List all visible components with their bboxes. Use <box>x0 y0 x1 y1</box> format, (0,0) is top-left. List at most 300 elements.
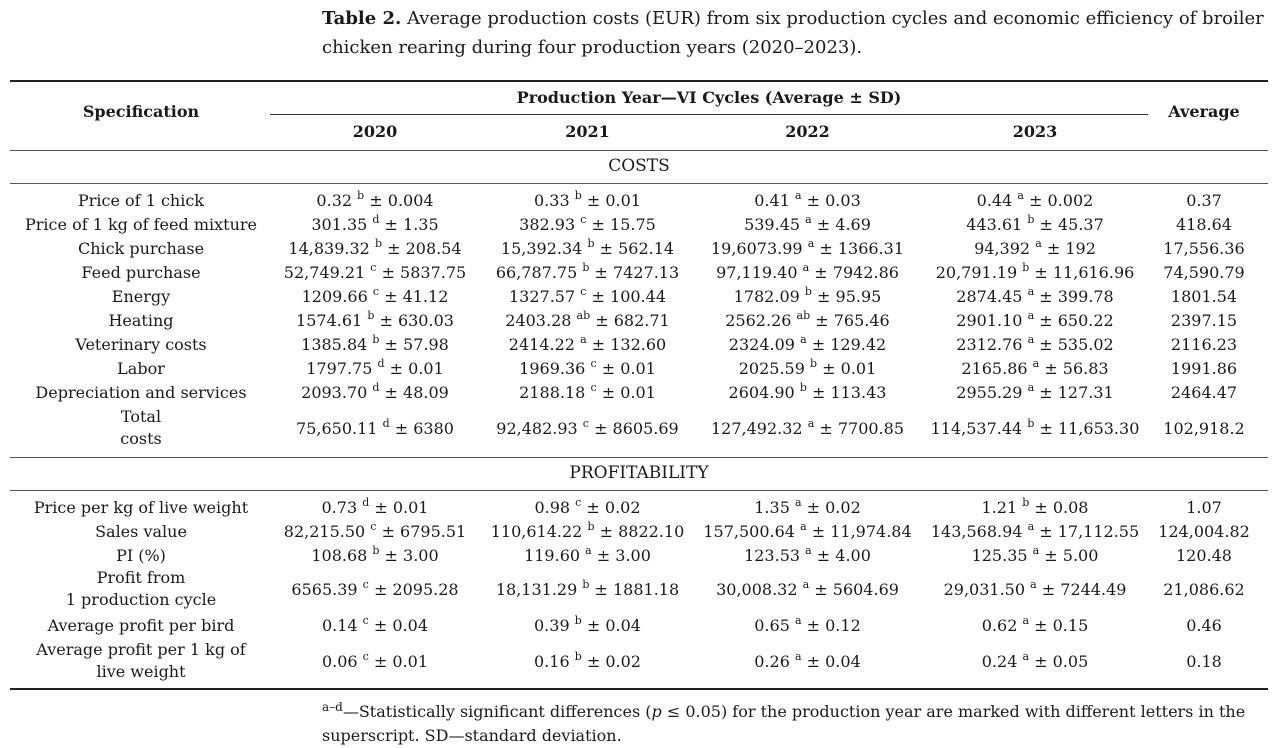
cell-mean: 2604.90 <box>728 383 795 402</box>
average-cell: 17,556.36 <box>1163 239 1245 258</box>
cell-sd: ± 95.95 <box>817 287 882 306</box>
row-label: Price of 1 kg of feed mixture <box>25 215 257 234</box>
significance-letter: a <box>1027 333 1035 346</box>
value-cell <box>270 580 480 599</box>
cell-mean: 114,537.44 <box>930 419 1023 438</box>
cell-mean: 0.24 <box>981 652 1018 671</box>
cell-sd: ± 0.04 <box>586 616 641 635</box>
row-label-line: live weight <box>96 662 186 681</box>
significance-letter: a <box>805 213 812 226</box>
significance-letter: ab <box>576 309 591 322</box>
value-cell <box>270 652 480 671</box>
cell-mean: 443.61 <box>966 215 1023 234</box>
row-label: Price per kg of live weight <box>33 498 249 517</box>
significance-letter: b <box>374 237 382 250</box>
significance-letter: c <box>370 520 377 533</box>
average-cell: 74,590.79 <box>1163 263 1245 282</box>
cell-mean: 108.68 <box>311 546 368 565</box>
average-cell: 0.46 <box>1186 616 1222 635</box>
row-label <box>10 567 272 611</box>
average-cell: 1.07 <box>1186 498 1222 517</box>
cell-mean: 0.44 <box>976 191 1013 210</box>
cell-sd: ± 1.35 <box>384 215 439 234</box>
cell-mean: 1969.36 <box>519 359 586 378</box>
significance-letter: a <box>802 261 810 274</box>
cell-sd: ± 0.01 <box>389 359 444 378</box>
value-cell <box>480 191 695 210</box>
row-label: Depreciation and services <box>35 383 247 402</box>
row-label-line: costs <box>120 429 162 448</box>
cell-mean: 2562.26 <box>725 311 792 330</box>
cell-sd: ± 3.00 <box>384 546 439 565</box>
significance-letter: a <box>1035 237 1042 250</box>
cell-mean: 127,492.32 <box>710 419 803 438</box>
cell-sd: ± 399.78 <box>1039 287 1114 306</box>
header-year-2022: 2022 <box>785 122 830 141</box>
cell-sd: ± 0.002 <box>1029 191 1094 210</box>
cell-sd: ± 100.44 <box>591 287 666 306</box>
value-cell <box>920 616 1150 635</box>
row-label: Energy <box>111 287 171 306</box>
average-cell: 2464.47 <box>1170 383 1238 402</box>
value-cell <box>695 215 920 234</box>
significance-letter: b <box>367 309 375 322</box>
significance-letter: a <box>794 189 802 202</box>
value-cell <box>270 263 480 282</box>
cell-sd: ± 535.02 <box>1039 335 1114 354</box>
cell-mean: 2414.22 <box>508 335 575 354</box>
cell-mean: 75,650.11 <box>296 419 378 438</box>
cell-sd: ± 11,616.96 <box>1034 263 1135 282</box>
header-year-2023: 2023 <box>1012 122 1058 141</box>
significance-letter: a <box>794 614 802 627</box>
cell-mean: 94,392 <box>974 239 1031 258</box>
cell-sd: ± 650.22 <box>1039 311 1114 330</box>
cell-sd: ± 7700.85 <box>819 419 904 438</box>
average-cell: 418.64 <box>1176 215 1232 234</box>
significance-letter: a <box>800 333 807 346</box>
cell-sd: ± 4.00 <box>816 546 871 565</box>
average-cell: 120.48 <box>1176 546 1232 565</box>
cell-mean: 1.21 <box>981 498 1018 517</box>
value-cell <box>920 419 1150 438</box>
significance-letter: d <box>372 381 380 394</box>
row-label-line: Total <box>120 407 162 426</box>
significance-letter: a <box>1027 285 1035 298</box>
value-cell <box>920 239 1150 258</box>
cell-sd: ± 11,653.30 <box>1039 419 1140 438</box>
cell-mean: 1327.57 <box>508 287 576 306</box>
value-cell <box>480 383 695 402</box>
row-label: Veterinary costs <box>75 335 207 354</box>
value-cell <box>480 498 695 517</box>
value-cell <box>695 287 920 306</box>
significance-letter: c <box>590 381 597 394</box>
average-cell: 124,004.82 <box>1158 522 1250 541</box>
cell-sd: ± 57.98 <box>384 335 449 354</box>
costs-rule <box>10 183 1268 184</box>
header-specification: Specification <box>82 102 200 121</box>
cell-sd: ± 0.08 <box>1034 498 1089 517</box>
cell-sd: ± 45.37 <box>1039 215 1104 234</box>
cell-mean: 119.60 <box>524 546 581 565</box>
significance-letter: b <box>582 261 590 274</box>
cell-sd: ± 765.46 <box>815 311 890 330</box>
header-average: Average <box>1168 102 1240 121</box>
row-label-line: Average profit per 1 kg of <box>36 640 246 659</box>
value-cell <box>480 335 695 354</box>
cell-mean: 0.41 <box>754 191 790 210</box>
significance-letter: b <box>799 381 807 394</box>
value-cell <box>480 263 695 282</box>
significance-letter: c <box>582 417 589 430</box>
row-label: Average profit per bird <box>47 616 235 635</box>
cell-mean: 2403.28 <box>505 311 572 330</box>
significance-letter: a <box>802 578 810 591</box>
significance-letter: b <box>804 285 812 298</box>
row-label: Chick purchase <box>77 239 205 258</box>
cell-mean: 97,119.40 <box>716 263 798 282</box>
row-label: Labor <box>117 359 165 378</box>
value-cell <box>695 263 920 282</box>
cell-sd: ± 11,974.84 <box>811 522 912 541</box>
section-costs: COSTS <box>608 156 670 176</box>
significance-letter: b <box>587 520 595 533</box>
value-cell <box>480 652 695 671</box>
header-year-2020: 2020 <box>352 122 398 141</box>
section-profitability: PROFITABILITY <box>569 463 709 483</box>
average-cell: 0.18 <box>1186 652 1222 671</box>
average-cell: 0.37 <box>1186 191 1222 210</box>
top-rule <box>10 80 1268 82</box>
cell-mean: 30,008.32 <box>716 580 798 599</box>
footnote-p: p <box>651 702 662 721</box>
cell-mean: 2312.76 <box>956 335 1023 354</box>
significance-letter: d <box>377 357 385 370</box>
cell-sd: ± 630.03 <box>379 311 454 330</box>
value-cell <box>695 359 920 378</box>
significance-letter: a <box>807 237 815 250</box>
cell-mean: 0.65 <box>754 616 790 635</box>
cell-mean: 110,614.22 <box>490 522 583 541</box>
cell-sd: ± 0.03 <box>806 191 861 210</box>
value-cell <box>480 215 695 234</box>
row-label: Price of 1 chick <box>78 191 204 210</box>
cell-mean: 1.35 <box>754 498 790 517</box>
cell-mean: 157,500.64 <box>703 522 795 541</box>
cell-sd: ± 0.01 <box>601 383 656 402</box>
significance-letter: c <box>590 357 597 370</box>
cell-sd: ± 127.31 <box>1039 383 1114 402</box>
cell-mean: 123.53 <box>744 546 801 565</box>
significance-letter: b <box>574 614 582 627</box>
value-cell <box>270 546 480 565</box>
cell-mean: 18,131.29 <box>495 580 578 599</box>
average-cell: 21,086.62 <box>1163 580 1245 599</box>
cell-mean: 0.14 <box>321 616 358 635</box>
cell-sd: ± 1881.18 <box>594 580 680 599</box>
value-cell <box>480 522 695 541</box>
row-label: Sales value <box>95 522 187 541</box>
significance-letter: c <box>362 578 369 591</box>
profitability-top-rule <box>10 457 1268 458</box>
cell-sd: ± 5.00 <box>1044 546 1099 565</box>
row-label: Feed purchase <box>81 263 201 282</box>
table-footnote <box>322 695 1270 748</box>
average-cell: 2397.15 <box>1170 311 1238 330</box>
footnote-text-2: ≤ 0.05) for the production year are marked with different letters in the superscript. SD—standard deviation. <box>322 702 1246 745</box>
significance-letter: c <box>580 213 587 226</box>
cell-sd: ± 0.02 <box>586 652 641 671</box>
significance-letter: c <box>370 261 377 274</box>
cell-mean: 2188.18 <box>519 383 586 402</box>
cell-sd: ± 0.01 <box>374 498 429 517</box>
value-cell <box>270 239 480 258</box>
value-cell <box>920 191 1150 210</box>
average-cell: 102,918.2 <box>1163 419 1245 438</box>
significance-letter: a <box>1032 357 1040 370</box>
average-cell: 1991.86 <box>1170 359 1238 378</box>
significance-letter: b <box>372 544 380 557</box>
value-cell <box>695 335 920 354</box>
value-cell <box>695 580 920 599</box>
significance-letter: a <box>1022 650 1030 663</box>
average-cell: 2116.23 <box>1170 335 1238 354</box>
value-cell <box>480 546 695 565</box>
significance-letter: b <box>574 189 582 202</box>
cell-sd: ± 5604.69 <box>814 580 899 599</box>
bottom-rule <box>10 688 1268 690</box>
significance-letter: a <box>800 520 807 533</box>
significance-letter: b <box>582 578 590 591</box>
cell-sd: ± 7942.86 <box>814 263 899 282</box>
cell-sd: ± 3.00 <box>596 546 651 565</box>
cell-mean: 1209.66 <box>301 287 368 306</box>
value-cell <box>270 311 480 330</box>
value-cell <box>695 546 920 565</box>
cell-sd: ± 0.004 <box>369 191 434 210</box>
cell-mean: 1574.61 <box>296 311 363 330</box>
cell-mean: 382.93 <box>519 215 576 234</box>
cell-mean: 1385.84 <box>301 335 368 354</box>
value-cell <box>480 287 695 306</box>
significance-letter: a <box>1032 544 1040 557</box>
significance-letter: b <box>810 357 818 370</box>
significance-letter: a <box>794 496 802 509</box>
value-cell <box>695 311 920 330</box>
value-cell <box>920 498 1150 517</box>
significance-letter: b <box>357 189 365 202</box>
significance-letter: b <box>587 237 595 250</box>
header-subrule <box>270 114 1148 115</box>
value-cell <box>695 419 920 438</box>
value-cell <box>270 335 480 354</box>
cell-sd: ± 192 <box>1046 239 1096 258</box>
row-label: Heating <box>108 311 174 330</box>
cell-sd: ± 5837.75 <box>381 263 467 282</box>
significance-letter: c <box>362 614 369 627</box>
value-cell <box>920 215 1150 234</box>
cell-mean: 2324.09 <box>728 335 795 354</box>
significance-letter: a <box>1022 614 1030 627</box>
cell-sd: ± 41.12 <box>384 287 449 306</box>
cell-mean: 2874.45 <box>956 287 1023 306</box>
cell-mean: 143,568.94 <box>930 522 1023 541</box>
cell-mean: 6565.39 <box>291 580 358 599</box>
value-cell <box>920 263 1150 282</box>
value-cell <box>270 191 480 210</box>
header-bottom-rule <box>10 150 1268 151</box>
value-cell <box>695 522 920 541</box>
cell-mean: 2901.10 <box>956 311 1023 330</box>
value-cell <box>920 287 1150 306</box>
value-cell <box>920 383 1150 402</box>
cell-sd: ± 1366.31 <box>819 239 904 258</box>
value-cell <box>695 383 920 402</box>
cell-mean: 0.06 <box>321 652 358 671</box>
value-cell <box>695 239 920 258</box>
footnote-text-1: —Statistically significant differences ( <box>342 702 652 721</box>
value-cell <box>270 498 480 517</box>
row-label <box>10 639 272 683</box>
header-year-2021: 2021 <box>565 122 610 141</box>
cell-mean: 0.26 <box>754 652 790 671</box>
cell-sd: ± 6380 <box>394 419 454 438</box>
significance-letter: b <box>574 650 582 663</box>
significance-letter: c <box>580 285 587 298</box>
significance-letter: a <box>1027 309 1035 322</box>
cell-mean: 2093.70 <box>301 383 368 402</box>
cell-sd: ± 15.75 <box>591 215 656 234</box>
caption-text: Average production costs (EUR) from six production cycles and economic efficiency of broiler chicken rearing during four production years (2020–2023). <box>322 8 1264 58</box>
value-cell <box>920 546 1150 565</box>
cell-mean: 1782.09 <box>733 287 800 306</box>
profitability-rule <box>10 490 1268 491</box>
value-cell <box>480 616 695 635</box>
cell-mean: 92,482.93 <box>496 419 578 438</box>
cell-sd: ± 0.01 <box>822 359 877 378</box>
cell-sd: ± 0.01 <box>373 652 429 671</box>
cell-mean: 0.16 <box>534 652 570 671</box>
significance-letter: a <box>1027 381 1035 394</box>
cell-mean: 0.73 <box>321 498 358 517</box>
cell-sd: ± 17,112.55 <box>1039 522 1140 541</box>
cell-mean: 301.35 <box>311 215 368 234</box>
significance-letter: c <box>372 285 380 298</box>
cell-sd: ± 113.43 <box>811 383 887 402</box>
value-cell <box>270 359 480 378</box>
value-cell <box>270 383 480 402</box>
significance-letter: c <box>362 650 369 663</box>
cell-sd: ± 0.02 <box>586 498 641 517</box>
cell-mean: 52,749.21 <box>283 263 366 282</box>
cell-sd: ± 0.05 <box>1034 652 1089 671</box>
cell-mean: 0.39 <box>534 616 570 635</box>
value-cell <box>270 287 480 306</box>
average-cell: 1801.54 <box>1170 287 1238 306</box>
cell-sd: ± 7427.13 <box>594 263 680 282</box>
value-cell <box>270 522 480 541</box>
value-cell <box>480 580 695 599</box>
cell-mean: 2025.59 <box>738 359 805 378</box>
cell-sd: ± 132.60 <box>591 335 667 354</box>
cell-sd: ± 6795.51 <box>381 522 467 541</box>
table-caption <box>322 4 1267 62</box>
cell-mean: 0.62 <box>981 616 1018 635</box>
significance-letter: a <box>794 650 802 663</box>
header-group: Production Year—VI Cycles (Average ± SD) <box>516 88 902 107</box>
value-cell <box>920 522 1150 541</box>
significance-letter: b <box>1027 213 1035 226</box>
significance-letter: b <box>1022 261 1030 274</box>
cell-sd: ± 0.15 <box>1034 616 1089 635</box>
cell-sd: ± 8822.10 <box>599 522 685 541</box>
value-cell <box>920 652 1150 671</box>
row-label: PI (%) <box>116 546 166 565</box>
cell-sd: ± 0.01 <box>601 359 656 378</box>
significance-letter: d <box>362 496 370 509</box>
cell-sd: ± 2095.28 <box>373 580 459 599</box>
cell-mean: 125.35 <box>971 546 1028 565</box>
cell-sd: ± 48.09 <box>384 383 449 402</box>
cell-mean: 539.45 <box>744 215 801 234</box>
row-label-line: Profit from <box>96 568 186 587</box>
cell-mean: 29,031.50 <box>943 580 1026 599</box>
cell-sd: ± 0.01 <box>586 191 641 210</box>
significance-letter: b <box>1022 496 1030 509</box>
value-cell <box>480 419 695 438</box>
cell-mean: 20,791.19 <box>935 263 1018 282</box>
significance-letter: ab <box>796 309 811 322</box>
cell-mean: 0.32 <box>316 191 353 210</box>
value-cell <box>695 498 920 517</box>
significance-letter: a <box>807 417 815 430</box>
cell-sd: ± 0.12 <box>806 616 861 635</box>
significance-letter: a <box>1030 578 1037 591</box>
value-cell <box>270 215 480 234</box>
significance-letter: a <box>580 333 587 346</box>
value-cell <box>695 616 920 635</box>
cell-sd: ± 208.54 <box>387 239 462 258</box>
cell-mean: 82,215.50 <box>283 522 366 541</box>
cell-sd: ± 56.83 <box>1044 359 1109 378</box>
cell-sd: ± 0.04 <box>373 616 429 635</box>
cell-mean: 19,6073.99 <box>710 239 803 258</box>
value-cell <box>270 616 480 635</box>
row-label <box>10 406 272 450</box>
row-label-line: 1 production cycle <box>65 590 217 609</box>
significance-letter: a <box>585 544 592 557</box>
cell-mean: 2955.29 <box>956 383 1023 402</box>
cell-sd: ± 7244.49 <box>1041 580 1127 599</box>
significance-letter: b <box>372 333 380 346</box>
cell-sd: ± 4.69 <box>816 215 871 234</box>
value-cell <box>270 419 480 438</box>
cell-sd: ± 0.04 <box>806 652 861 671</box>
cell-sd: ± 0.02 <box>806 498 861 517</box>
cell-mean: 0.33 <box>534 191 570 210</box>
cell-mean: 15,392.34 <box>500 239 583 258</box>
value-cell <box>920 580 1150 599</box>
significance-letter: a <box>805 544 812 557</box>
cell-sd: ± 129.42 <box>811 335 887 354</box>
cell-mean: 1797.75 <box>306 359 373 378</box>
significance-letter: b <box>1027 417 1035 430</box>
value-cell <box>695 652 920 671</box>
value-cell <box>920 311 1150 330</box>
significance-letter: a <box>1027 520 1035 533</box>
significance-letter: d <box>372 213 380 226</box>
